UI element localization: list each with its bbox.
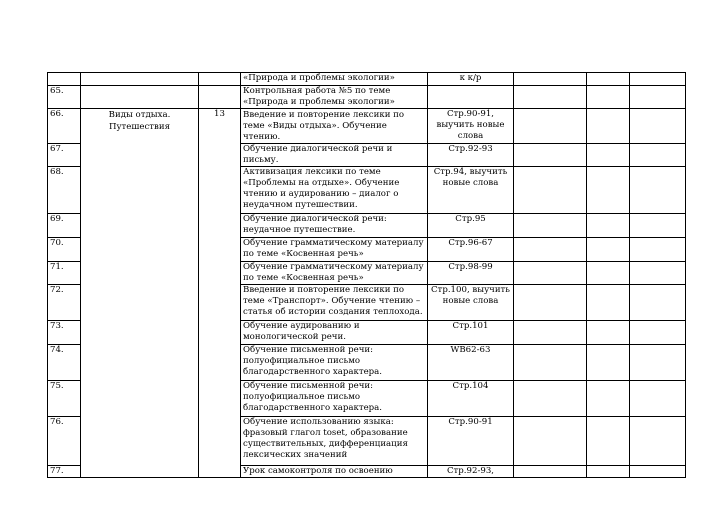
lesson-topic: Введение и повторение лексики по теме «Виды отдыха». Обучение чтению. [241, 109, 428, 144]
notes-cell [630, 321, 686, 345]
homework: WB62-63 [428, 345, 514, 381]
homework: Стр.95 [428, 214, 514, 238]
notes-cell [630, 417, 686, 466]
date-fact-cell [587, 86, 630, 109]
date-plan-cell [514, 262, 587, 285]
date-plan-cell [514, 381, 587, 417]
lesson-topic: Обучение использованию языка: фразовый глагол toset, образование существительных, дифференциация лексических значений [241, 417, 428, 466]
lesson-topic: Обучение диалогической речи и письму. [241, 144, 428, 167]
unit-cell-empty [81, 73, 199, 86]
lesson-number: 71. [48, 262, 81, 285]
lesson-number: 73. [48, 321, 81, 345]
date-plan-cell [514, 238, 587, 262]
date-fact-cell [587, 345, 630, 381]
date-plan-cell [514, 109, 587, 144]
lesson-plan-table [47, 72, 686, 478]
lesson-topic: Обучение аудированию и монологической речи. [241, 321, 428, 345]
date-plan-cell [514, 86, 587, 109]
lesson-topic: Активизация лексики по теме «Проблемы на отдыхе». Обучение чтению и аудированию – диалог о неудачном путешествии. [241, 167, 428, 214]
notes-cell [630, 86, 686, 109]
date-fact-cell [587, 238, 630, 262]
lesson-number: 69. [48, 214, 81, 238]
date-plan-cell [514, 167, 587, 214]
lesson-number: 68. [48, 167, 81, 214]
table-row [48, 109, 686, 144]
date-fact-cell [587, 321, 630, 345]
date-plan-cell [514, 144, 587, 167]
date-fact-cell [587, 214, 630, 238]
lesson-number: 74. [48, 345, 81, 381]
table-row [48, 86, 686, 109]
date-plan-cell [514, 345, 587, 381]
lesson-number [48, 73, 81, 86]
homework: Стр.90-91, выучить новые слова [428, 109, 514, 144]
lesson-number: 65. [48, 86, 81, 109]
notes-cell [630, 73, 686, 86]
date-fact-cell [587, 285, 630, 321]
lesson-number: 76. [48, 417, 81, 466]
date-plan-cell [514, 285, 587, 321]
date-plan-cell [514, 417, 587, 466]
lesson-topic: «Природа и проблемы экологии» [241, 73, 428, 86]
date-plan-cell [514, 321, 587, 345]
notes-cell [630, 285, 686, 321]
date-fact-cell [587, 144, 630, 167]
date-fact-cell [587, 167, 630, 214]
homework: Стр.92-93, [428, 466, 514, 478]
unit-cell-empty [81, 86, 199, 109]
homework: Стр.90-91 [428, 417, 514, 466]
lesson-topic: Контрольная работа №5 по теме «Природа и проблемы экологии» [241, 86, 428, 109]
lesson-topic: Введение и повторение лексики по теме «Транспорт». Обучение чтению – статья об истории создания теплохода. [241, 285, 428, 321]
homework: Стр.104 [428, 381, 514, 417]
lesson-topic: Урок самоконтроля по освоению [241, 466, 428, 478]
homework [428, 86, 514, 109]
date-plan-cell [514, 466, 587, 478]
date-fact-cell [587, 381, 630, 417]
date-plan-cell [514, 73, 587, 86]
date-fact-cell [587, 73, 630, 86]
date-plan-cell [514, 214, 587, 238]
lesson-number: 77. [48, 466, 81, 478]
notes-cell [630, 466, 686, 478]
hours-cell-empty [199, 73, 241, 86]
homework: Стр.100, выучить новые слова [428, 285, 514, 321]
homework: Стр.98-99 [428, 262, 514, 285]
date-fact-cell [587, 417, 630, 466]
unit-hours: 13 [199, 109, 241, 478]
lesson-topic: Обучение грамматическому материалу по теме «Косвенная речь» [241, 238, 428, 262]
lesson-topic: Обучение письменной речи: полуофициальное письмо благодарственного характера. [241, 381, 428, 417]
lesson-number: 75. [48, 381, 81, 417]
date-fact-cell [587, 109, 630, 144]
unit-topic: Виды отдыха. Путешествия [81, 109, 199, 478]
notes-cell [630, 238, 686, 262]
lesson-topic: Обучение грамматическому материалу по теме «Косвенная речь» [241, 262, 428, 285]
hours-cell-empty [199, 86, 241, 109]
lesson-topic: Обучение письменной речи: полуофициальное письмо благодарственного характера. [241, 345, 428, 381]
notes-cell [630, 109, 686, 144]
homework: Стр.92-93 [428, 144, 514, 167]
lesson-number: 67. [48, 144, 81, 167]
notes-cell [630, 262, 686, 285]
notes-cell [630, 167, 686, 214]
date-fact-cell [587, 262, 630, 285]
lesson-number: 66. [48, 109, 81, 144]
notes-cell [630, 144, 686, 167]
date-fact-cell [587, 466, 630, 478]
homework: Стр.101 [428, 321, 514, 345]
homework: Стр.96-67 [428, 238, 514, 262]
notes-cell [630, 381, 686, 417]
homework: к к/р [428, 73, 514, 86]
homework: Стр.94, выучить новые слова [428, 167, 514, 214]
lesson-number: 70. [48, 238, 81, 262]
notes-cell [630, 214, 686, 238]
lesson-number: 72. [48, 285, 81, 321]
notes-cell [630, 345, 686, 381]
table-row [48, 73, 686, 86]
lesson-topic: Обучение диалогической речи: неудачное путешествие. [241, 214, 428, 238]
